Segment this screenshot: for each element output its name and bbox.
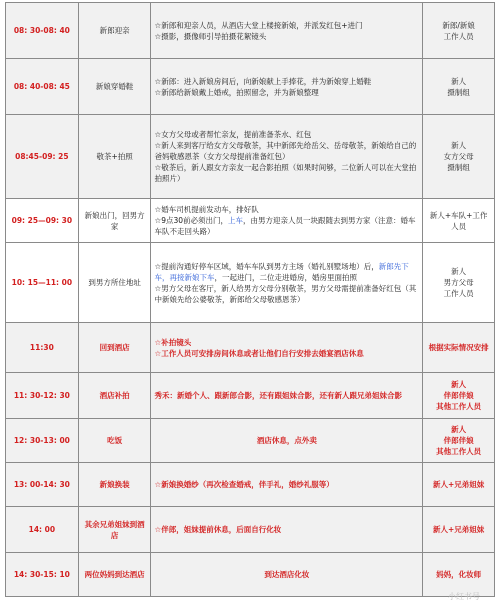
people-cell: 新人 男方父母 工作人员 xyxy=(423,243,495,323)
desc-line: 到达酒店化妆 xyxy=(264,570,310,579)
time-cell: 11:30 xyxy=(6,323,79,373)
description-cell xyxy=(151,419,423,463)
desc-text: ，一起进门，二位走进婚房，婚房里面拍照 xyxy=(214,272,357,282)
desc-line: ☆摄影，摄像师引导拍摄花絮镜头 xyxy=(154,31,267,41)
people-cell: 新人 伴郎伴娘 其他工作人员 xyxy=(423,419,495,463)
description-cell xyxy=(151,3,423,59)
people-cell: 妈妈，化妆师 xyxy=(423,553,495,597)
time-cell: 08: 30-08: 40 xyxy=(6,3,79,59)
desc-text: ☆9点30前必须出门， xyxy=(154,216,229,225)
table-row xyxy=(6,115,495,199)
desc-line: ☆男方父母在客厅，新人给男方父母分别敬茶，男方父母需提前准备好红包（其中新娘先给公婆敬茶，新郎给父母敬感恩茶） xyxy=(154,283,417,304)
desc-text: ☆提前沟通好停车区域，婚车车队到男方主场（婚礼别墅场地）后， xyxy=(154,261,379,271)
time-cell: 09: 25—09: 30 xyxy=(6,199,79,243)
activity-cell: 酒店补拍 xyxy=(78,373,151,419)
activity-cell: 新娘穿婚鞋 xyxy=(78,59,151,115)
description-cell xyxy=(151,507,423,553)
desc-highlight: 新郎先下车，再接新娘下车 xyxy=(154,261,409,282)
desc-line: ☆女方父母或者帮忙亲友，提前准备茶水、红包 xyxy=(154,130,312,139)
people-cell: 新人 摄制组 xyxy=(423,59,495,115)
table-row xyxy=(6,507,495,553)
desc-line: ☆婚车司机提前发动车，排好队 xyxy=(154,205,259,214)
time-cell: 14: 30-15: 10 xyxy=(6,553,79,597)
desc-line: ☆敬茶后，新人跟女方亲友一起合影拍照（如果时间够，二位新人可以在大堂拍拍照片） xyxy=(154,163,417,183)
table-row xyxy=(6,373,495,419)
description-cell xyxy=(151,463,423,507)
activity-cell: 两位妈妈到达酒店 xyxy=(78,553,151,597)
activity-cell: 其余兄弟姐妹到酒店 xyxy=(78,507,151,553)
desc-line: ☆工作人员可安排房间休息或者让他们自行安排去婚宴酒店休息 xyxy=(154,348,364,358)
desc-line: ☆伴郎，姐妹提前休息，后面自行化妆 xyxy=(154,525,282,534)
description-cell xyxy=(151,373,423,419)
activity-cell: 到男方所住地址 xyxy=(78,243,151,323)
desc-line xyxy=(154,215,419,237)
description-cell xyxy=(151,199,423,243)
activity-cell: 回到酒店 xyxy=(78,323,151,373)
schedule-table xyxy=(5,2,495,597)
table-row xyxy=(6,553,495,597)
table-row xyxy=(6,419,495,463)
desc-line: ☆新娘换婚纱（再次检查婚戒，伴手礼，婚纱礼服等） xyxy=(154,480,334,489)
desc-line: ☆新郎给新娘戴上婚戒，拍照留念，并为新娘整理 xyxy=(154,87,319,97)
table-row xyxy=(6,59,495,115)
people-cell: 新郎/新娘 工作人员 xyxy=(423,3,495,59)
description-cell xyxy=(151,553,423,597)
desc-line xyxy=(154,261,419,283)
people-cell: 新人+车队+工作人员 xyxy=(423,199,495,243)
description-cell xyxy=(151,59,423,115)
desc-line: ☆新郎：进入新娘房间后，向新娘献上手捧花，并为新娘穿上婚鞋 xyxy=(154,76,372,86)
desc-line: ☆补拍镜头 xyxy=(154,337,192,347)
description-cell xyxy=(151,323,423,373)
people-cell: 新人+兄弟姐妹 xyxy=(423,463,495,507)
time-cell: 11: 30-12: 30 xyxy=(6,373,79,419)
people-cell: 新人+兄弟姐妹 xyxy=(423,507,495,553)
desc-line: ☆新郎和迎亲人员，从酒店大堂上楼接新娘，并派发红包+进门 xyxy=(154,20,363,30)
description-cell xyxy=(151,243,423,323)
time-cell: 08: 40-08: 45 xyxy=(6,59,79,115)
table-row xyxy=(6,323,495,373)
desc-text: ，由男方迎亲人员一块跟随去到男方家（注意：婚车车队不走回头路） xyxy=(154,216,416,236)
table-row xyxy=(6,199,495,243)
desc-line: 秀禾：新婚个人、跟新郎合影，还有跟姐妹合影，还有新人跟兄弟姐妹合影 xyxy=(154,391,402,400)
table-row xyxy=(6,243,495,323)
activity-cell: 新郎迎亲 xyxy=(78,3,151,59)
people-cell: 新人 女方父母 摄制组 xyxy=(423,115,495,199)
desc-line: 酒店休息，点外卖 xyxy=(256,436,317,445)
time-cell: 14: 00 xyxy=(6,507,79,553)
table-row xyxy=(6,463,495,507)
desc-highlight: 上车 xyxy=(228,216,244,225)
activity-cell: 敬茶+拍照 xyxy=(78,115,151,199)
time-cell: 13: 00-14: 30 xyxy=(6,463,79,507)
desc-line: ☆新人来到客厅给女方父母敬茶，其中新郎先给岳父、岳母敬茶，新娘给自己的爸妈敬感恩茶（女方父母提前准备红包） xyxy=(154,141,417,161)
people-cell: 根据实际情况安排 xyxy=(423,323,495,373)
activity-cell: 吃饭 xyxy=(78,419,151,463)
watermark: 小红书号 xyxy=(448,592,480,601)
time-cell: 10: 15—11: 00 xyxy=(6,243,79,323)
time-cell: 12: 30-13: 00 xyxy=(6,419,79,463)
time-cell: 08:45-09: 25 xyxy=(6,115,79,199)
people-cell: 新人 伴郎伴娘 其他工作人员 xyxy=(423,373,495,419)
activity-cell: 新娘出门，回男方家 xyxy=(78,199,151,243)
table-row xyxy=(6,3,495,59)
activity-cell: 新娘换装 xyxy=(78,463,151,507)
description-cell xyxy=(151,115,423,199)
